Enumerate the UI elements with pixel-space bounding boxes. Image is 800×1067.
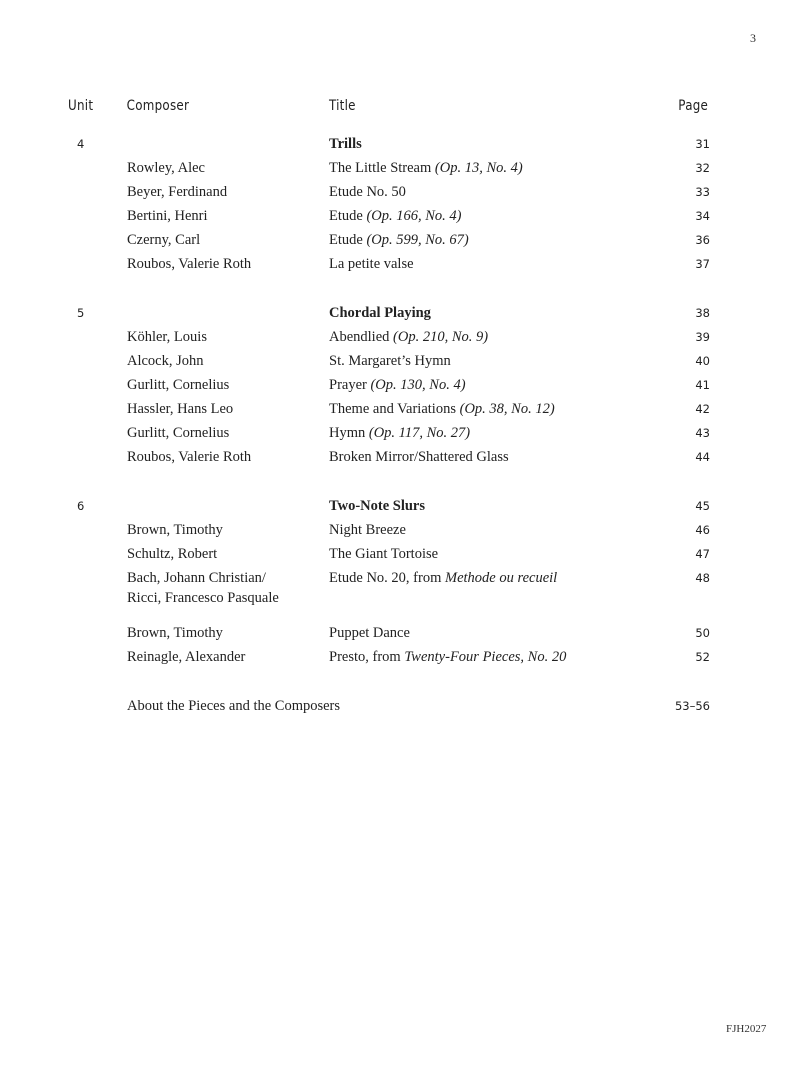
table-row: [0, 568, 800, 612]
page-ref: 41: [695, 378, 710, 392]
table-row: [0, 158, 800, 182]
page-ref: 50: [695, 626, 710, 640]
composer: Bertini, Henri: [127, 208, 208, 224]
page-ref: 38: [695, 306, 710, 320]
composer: Brown, Timothy: [127, 522, 223, 538]
composer: Hassler, Hans Leo: [127, 401, 234, 417]
composer: Schultz, Robert: [127, 546, 218, 562]
page-ref: 53–56: [674, 699, 710, 713]
unit-title: Chordal Playing: [329, 305, 431, 321]
composer: Köhler, Louis: [127, 329, 207, 345]
header-page: Page: [678, 98, 709, 114]
table-header: [0, 98, 709, 120]
page-ref: 39: [695, 330, 710, 344]
piece-title: Puppet Dance: [329, 625, 410, 641]
header-composer: Composer: [126, 98, 190, 114]
table-row: [0, 351, 800, 375]
composer: Czerny, Carl: [127, 232, 201, 248]
page-number: 3: [750, 31, 756, 45]
unit-title: Two-Note Slurs: [329, 498, 425, 514]
table-row: [0, 647, 800, 671]
table-row: [0, 206, 800, 230]
table-row: [0, 520, 800, 544]
table-row: [0, 544, 800, 568]
unit-number: 6: [77, 499, 85, 513]
table-row: [0, 623, 800, 647]
composer: Roubos, Valerie Roth: [127, 256, 252, 272]
composer: Rowley, Alec: [127, 160, 205, 176]
piece-title: Night Breeze: [329, 522, 406, 538]
table-row: [0, 399, 800, 423]
unit-row-6: [0, 496, 800, 520]
page-ref: 46: [695, 523, 710, 537]
composer: Bach, Johann Christian/ Ricci, Francesco Pasquale: [127, 570, 279, 606]
piece-title: Presto, from Twenty-Four Pieces, No. 20: [329, 649, 567, 665]
piece-title: Abendlied (Op. 210, No. 9): [329, 329, 489, 345]
table-row: [0, 254, 800, 278]
piece-title: The Little Stream (Op. 13, No. 4): [329, 160, 523, 176]
page-ref: 31: [695, 137, 710, 151]
piece-title: Broken Mirror/Shattered Glass: [329, 449, 509, 465]
page-ref: 33: [695, 185, 710, 199]
composer: Alcock, John: [127, 353, 204, 369]
page-ref: 40: [695, 354, 710, 368]
about-label: About the Pieces and the Composers: [127, 698, 341, 714]
unit-title: Trills: [329, 136, 362, 152]
unit-row-5: [0, 303, 800, 327]
piece-title: Etude (Op. 166, No. 4): [329, 208, 462, 224]
about-row: [0, 696, 800, 720]
page-ref: 45: [695, 499, 710, 513]
unit-number: 4: [77, 137, 85, 151]
page-ref: 48: [695, 571, 710, 585]
composer: Beyer, Ferdinand: [127, 184, 228, 200]
unit-row-4: [0, 134, 800, 158]
header-unit: Unit: [68, 98, 94, 114]
page-ref: 42: [695, 402, 710, 416]
composer: Gurlitt, Cornelius: [127, 425, 230, 441]
page-ref: 47: [695, 547, 710, 561]
unit-number: 5: [77, 306, 85, 320]
page-ref: 37: [695, 257, 710, 271]
composer: Gurlitt, Cornelius: [127, 377, 230, 393]
table-row: [0, 447, 800, 471]
table-row: [0, 327, 800, 351]
page-ref: 36: [695, 233, 710, 247]
footer-code: FJH2027: [726, 1023, 767, 1035]
piece-title: Hymn (Op. 117, No. 27): [329, 425, 471, 441]
header-title: Title: [328, 98, 356, 114]
piece-title: Prayer (Op. 130, No. 4): [329, 377, 466, 393]
piece-title: Etude (Op. 599, No. 67): [329, 232, 469, 248]
piece-title: Etude No. 20, from Methode ou recueil: [329, 570, 558, 586]
composer: Brown, Timothy: [127, 625, 223, 641]
table-row: [0, 182, 800, 206]
piece-title: Etude No. 50: [329, 184, 406, 200]
page-ref: 43: [695, 426, 710, 440]
piece-title: Theme and Variations (Op. 38, No. 12): [329, 401, 555, 417]
table-row: [0, 230, 800, 254]
page-ref: 52: [695, 650, 710, 664]
composer: Roubos, Valerie Roth: [127, 449, 252, 465]
piece-title: The Giant Tortoise: [329, 546, 439, 562]
table-row: [0, 423, 800, 447]
table-row: [0, 375, 800, 399]
page-ref: 44: [695, 450, 710, 464]
page-ref: 34: [695, 209, 710, 223]
piece-title: La petite valse: [329, 256, 414, 272]
page-ref: 32: [695, 161, 710, 175]
piece-title: St. Margaret’s Hymn: [329, 353, 451, 369]
composer: Reinagle, Alexander: [127, 649, 246, 665]
